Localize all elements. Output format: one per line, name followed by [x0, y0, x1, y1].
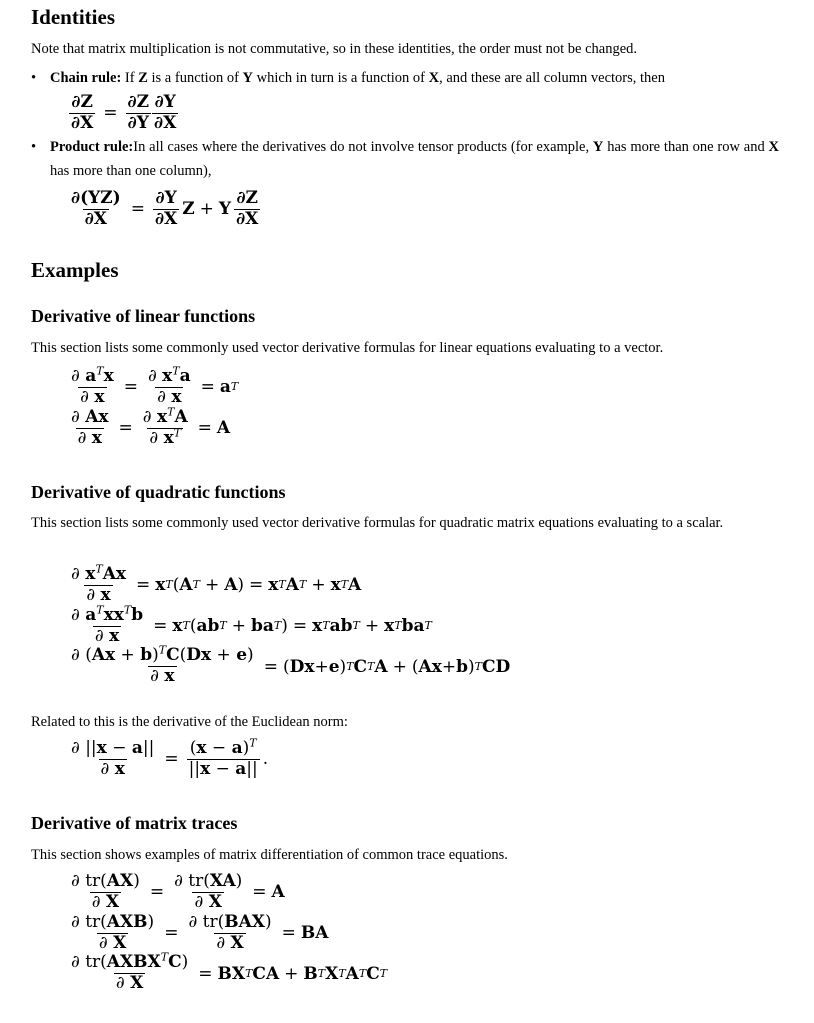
quadratic-equations: $\frac{\partial x^TAx}{\partial x}$ = x T ( A T + A ) = x T A T + x T A $\frac{\partial a^Txx^Tb}{\partial x}$ = x T ( ab T + ba T ) = x T ab T + x T ba T $\frac{\partial (Ax + b)^TC(Dx + e)}{\partial x}$ = ( Dx + e ) T C T A + ( Ax + b ) T CD [71, 562, 511, 687]
product-rule-text: Product rule:In all cases where the derivatives do not involve tensor products (for example, Y has more than one row and X has more than one column), [50, 139, 779, 179]
identities-heading: Identities [31, 5, 115, 29]
bullet-icon: • [31, 70, 37, 86]
quadratic-intro: This section lists some commonly used vector derivative formulas for quadratic matrix equations evaluating to a scalar. [31, 515, 724, 531]
bullet-icon: • [31, 139, 37, 155]
chain-rule-equation: $\frac{\partial Z}{\partial X}$ = $\frac{\partial Z}{\partial Y}$ $\frac{\partial Y}{\partial X}$ [71, 92, 177, 133]
linear-intro: This section lists some commonly used vector derivative formulas for linear equations evaluating to a vector. [31, 340, 664, 356]
trace-equations: $\frac{\partial tr(AX)}{\partial X}$ = $\frac{\partial tr(XA)}{\partial X}$ = A $\frac{\text{∂ tr(AXB)}}{\partial X}$ = $\frac{\text{∂ tr(BAX)}}{\partial X}$ = BA $\frac{\partial tr(AXBX^TC)}{\partial X}$ = BX T CA + B T X T A T C T [71, 871, 388, 994]
chain-rule-text: Chain rule: If Z is a function of Y which in turn is a function of X, and these are all column vectors, then [50, 70, 665, 86]
euclidean-norm-equation: $\frac{\partial ||x - a||}{\partial x}$ = $\frac{(x - a)^T}{||x - a||}$ . [71, 736, 269, 779]
linear-heading: Derivative of linear functions [31, 306, 256, 326]
linear-equations: $\frac{\partial a^Tx}{\partial x}$ = $\frac{\partial x^Ta}{\partial x}$ = a T $\frac{\partial Ax}{\partial x}$ = $\frac{\partial x^TA}{\partial x^T}$ = A [71, 364, 239, 448]
traces-heading: Derivative of matrix traces [31, 813, 238, 833]
chain-rule-item [31, 66, 779, 90]
euclidean-norm-text: Related to this is the derivative of the Euclidean norm: [31, 714, 348, 730]
examples-heading: Examples [31, 258, 119, 282]
product-rule-item [31, 135, 779, 183]
traces-intro: This section shows examples of matrix differentiation of common trace equations. [31, 847, 508, 863]
quadratic-heading: Derivative of quadratic functions [31, 482, 286, 502]
identities-note: Note that matrix multiplication is not commutative, so in these identities, the order must not be changed. [31, 41, 638, 57]
product-rule-equation: $\frac{\partial(YZ)}{\partial X}$ = $\frac{\partial Y}{\partial X}$ Z + Y $\frac{\partial Z}{\partial X}$ [71, 188, 259, 229]
